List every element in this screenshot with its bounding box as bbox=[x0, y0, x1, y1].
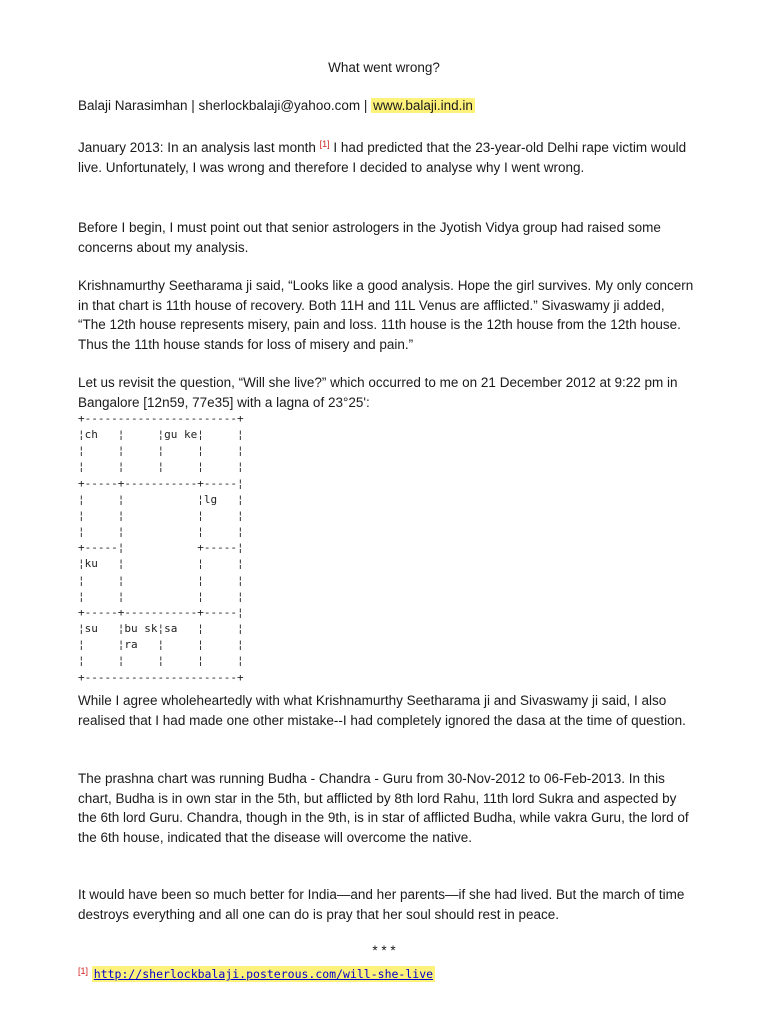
paragraph-concerns: Before I begin, I must point out that senior astrologers in the Jyotish Vidya group had raised some concerns about my analysis. bbox=[78, 220, 661, 255]
intro-text-end: I had predicted that the 23-year-old Delhi rape victim would live. Unfortunately, I was wrong and therefore I decided to analyse why I went wrong. bbox=[78, 140, 687, 175]
footnote bbox=[78, 962, 435, 985]
website-link[interactable]: www.balaji.ind.in bbox=[373, 98, 473, 113]
footnote-marker: [1] bbox=[78, 966, 89, 976]
section-separator: * * * bbox=[372, 943, 396, 958]
paragraph-intro bbox=[78, 135, 696, 177]
paragraph-question: Let us revisit the question, “Will she live?” which occurred to me on 21 December 2012 at 9:22 pm in Bangalore [12n59, 77e35] with a lagna of 23°25': bbox=[78, 375, 678, 410]
author-email-line: Balaji Narasimhan | sherlockbalaji@yahoo.com | bbox=[78, 98, 372, 113]
astrology-chart: +-----------------------+ ¦ch ¦ ¦gu ke¦ ¦ ¦ ¦ ¦ ¦ ¦ ¦ ¦ ¦ ¦ ¦ +-----+-----------+-----¦ ¦ ¦ ¦lg ¦ ¦ ¦ ¦ ¦ ¦ ¦ ¦ ¦ +-----¦ +-----¦ ¦ku ¦ ¦ ¦ ¦ ¦ ¦ ¦ ¦ ¦ ¦ ¦ +-----+-----------+-----¦ ¦su ¦bu sk¦sa ¦ ¦ ¦ ¦ra ¦ ¦ ¦ ¦ ¦ ¦ ¦ ¦ +-----------------------+ bbox=[78, 412, 244, 684]
footnote-link[interactable]: http://sherlockbalaji.posterous.com/will-she-live bbox=[93, 967, 434, 981]
document-title: What went wrong? bbox=[328, 60, 440, 75]
paragraph-conclusion: It would have been so much better for India—and her parents—if she had lived. But the march of time destroys everything and all one can do is pray that her soul should rest in peace. bbox=[78, 887, 685, 922]
intro-text-start: January 2013: In an analysis last month bbox=[78, 140, 320, 155]
paragraph-mistake: While I agree wholeheartedly with what Krishnamurthy Seetharama ji and Sivaswamy ji said, I also realised that I had made one other mistake--I had completely ignored the dasa at the time of question. bbox=[78, 693, 686, 728]
paragraph-dasa: The prashna chart was running Budha - Chandra - Guru from 30-Nov-2012 to 06-Feb-2013. In this chart, Budha is in own star in the 5th, but afflicted by 8th lord Rahu, 11th lord Sukra and aspected by the 6th lord Guru. Chandra, though in the 9th, is in star of afflicted Budha, while vakra Guru, the lord of the 6th house, indicated that the disease will overcome the native. bbox=[78, 771, 689, 845]
footnote-reference[interactable]: [1] bbox=[319, 139, 330, 149]
paragraph-quotes: Krishnamurthy Seetharama ji said, “Looks like a good analysis. Hope the girl survives. My only concern in that chart is 11th house of recovery. Both 11H and 11L Venus are afflicted.” Sivaswamy ji added, “The 12th house represents misery, pain and loss. 11th house is the 12th house from the 12th house. Thus the 11th house stands for loss of misery and pain.” bbox=[78, 278, 694, 352]
byline bbox=[78, 96, 475, 116]
